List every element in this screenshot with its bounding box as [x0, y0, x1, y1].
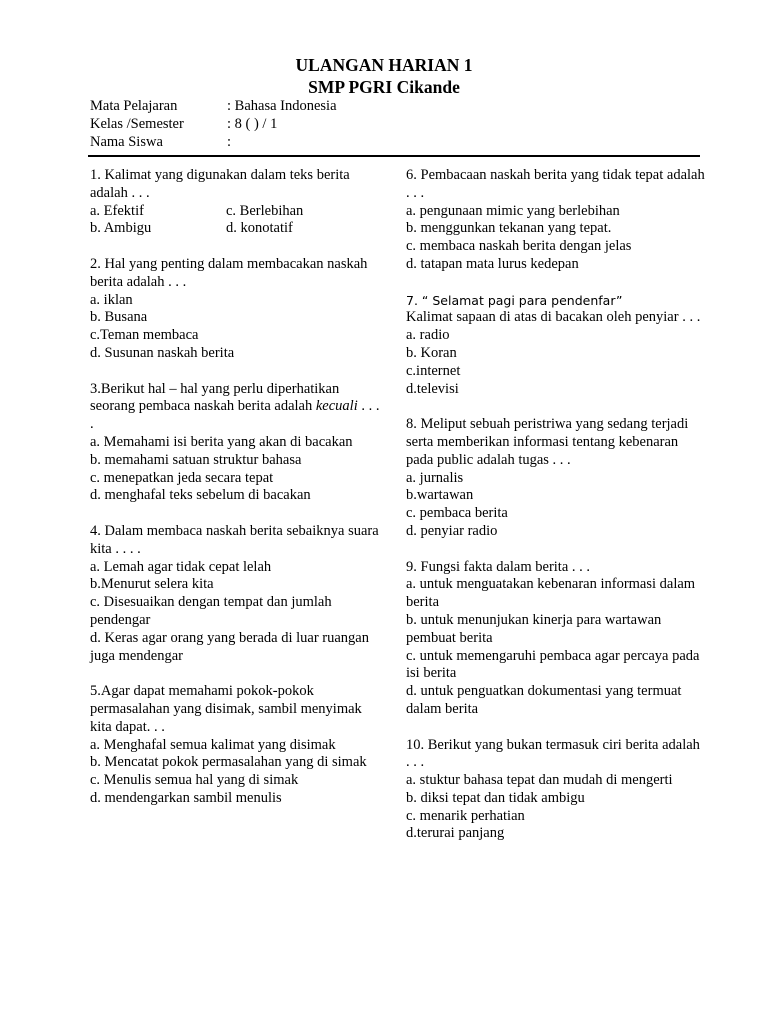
left-column: [90, 167, 380, 825]
question-stem: 9. Fungsi fakta dalam berita . . .: [406, 558, 591, 575]
info-label: Nama Siswa: [90, 134, 163, 150]
option-c: c. untuk memengaruhi pembaca agar percaya pada isi berita: [406, 647, 700, 682]
option-d: d.televisi: [406, 380, 459, 397]
option-c: c. membaca naskah berita dengan jelas: [406, 238, 632, 255]
info-value: : Bahasa Indonesia: [227, 98, 337, 114]
right-column: [406, 167, 706, 861]
question-8: [406, 416, 706, 541]
option-row: [90, 220, 380, 238]
option-b: b. Mencatat pokok permasalahan yang di simak: [90, 754, 367, 771]
stem-emphasis: kecuali: [315, 398, 358, 415]
question-stem: 5.Agar dapat memahami pokok-pokok permasalahan yang disimak, sambil menyimak kita dapat. . .: [90, 683, 362, 735]
exam-title: ULANGAN HARIAN 1: [295, 55, 473, 75]
info-value: : 8 ( ) / 1: [227, 116, 278, 132]
option-c: c. pembaca berita: [406, 505, 508, 522]
option-d: d. Keras agar orang yang berada di luar ruangan juga mendengar: [90, 629, 369, 664]
question-stem: Kalimat sapaan di atas di bacakan oleh penyiar . . .: [406, 309, 701, 326]
option-b: b.wartawan: [406, 487, 474, 504]
option-a: a. Menghafal semua kalimat yang disimak: [90, 736, 336, 753]
option-b: b. Koran: [406, 344, 457, 361]
question-1: [90, 167, 380, 238]
option-row: [90, 203, 380, 221]
question-3: [90, 381, 380, 506]
option-b: b. diksi tepat dan tidak ambigu: [406, 789, 585, 806]
option-b: b. Busana: [90, 309, 148, 326]
option-c: c. menarik perhatian: [406, 807, 525, 824]
option-b: b. Ambigu: [90, 220, 152, 237]
header-divider: [88, 155, 700, 157]
option-d: d. mendengarkan sambil menulis: [90, 789, 282, 806]
question-7: [406, 292, 706, 399]
info-row-subject: [90, 97, 337, 115]
option-a: a. Memahami isi berita yang akan di bacakan: [90, 433, 353, 450]
question-5: [90, 683, 380, 808]
option-b: b. untuk menunjukan kinerja para wartawan pembuat berita: [406, 611, 662, 646]
question-10: [406, 737, 706, 844]
stem-end: . . . .: [90, 398, 380, 433]
question-2: [90, 256, 380, 363]
question-9: [406, 559, 706, 719]
info-row-class: [90, 115, 337, 133]
question-stem: 4. Dalam membaca naskah berita sebaiknya suara kita . . . .: [90, 522, 379, 557]
option-c: c.Teman membaca: [90, 327, 199, 344]
option-d: d. konotatif: [226, 220, 293, 237]
info-label: Kelas /Semester: [90, 116, 184, 132]
question-stem: 10. Berikut yang bukan termasuk ciri berita adalah . . .: [406, 736, 700, 771]
question-stem: 6. Pembacaan naskah berita yang tidak tepat adalah . . .: [406, 167, 705, 201]
option-d: d. tatapan mata lurus kedepan: [406, 255, 579, 272]
option-d: d. untuk penguatkan dokumentasi yang termuat dalam berita: [406, 683, 682, 717]
option-d: d. penyiar radio: [406, 522, 498, 539]
question-quote: 7. “ Selamat pagi para pendenfar”: [406, 292, 623, 308]
question-stem: 2. Hal yang penting dalam membacakan naskah berita adalah . . .: [90, 255, 368, 290]
option-a: a. iklan: [90, 291, 133, 308]
option-c: c. menepatkan jeda secara tepat: [90, 469, 274, 486]
student-info: [90, 97, 337, 151]
option-b: b.Menurut selera kita: [90, 576, 214, 593]
option-c: c. Berlebihan: [226, 202, 304, 219]
option-a: a. pengunaan mimic yang berlebihan: [406, 202, 620, 219]
option-b: b. memahami satuan struktur bahasa: [90, 451, 302, 468]
option-d: d.terurai panjang: [406, 825, 505, 842]
option-a: a. stuktur bahasa tepat dan mudah di mengerti: [406, 772, 673, 789]
option-a: a. jurnalis: [406, 469, 464, 486]
question-stem: 8. Meliput sebuah peristriwa yang sedang terjadi serta memberikan informasi tentang kebenaran pada public adalah tugas . . .: [406, 416, 689, 468]
option-b: b. menggunkan tekanan yang tepat.: [406, 220, 612, 237]
option-a: a. untuk menguatakan kebenaran informasi dalam berita: [406, 576, 696, 611]
info-row-name: [90, 133, 337, 151]
stem-text: 3.Berikut hal – hal yang perlu diperhatikan seorang pembaca naskah berita adalah: [90, 380, 340, 415]
info-value: :: [227, 134, 232, 150]
option-c: c.internet: [406, 362, 461, 379]
option-d: d. menghafal teks sebelum di bacakan: [90, 487, 311, 504]
question-4: [90, 523, 380, 665]
question-stem: 1. Kalimat yang digunakan dalam teks berita adalah . . .: [90, 167, 350, 201]
question-stem: [90, 381, 380, 434]
option-a: a. Efektif: [90, 202, 144, 219]
option-d: d. Susunan naskah berita: [90, 344, 235, 361]
question-6: [406, 167, 706, 274]
info-label: Mata Pelajaran: [90, 98, 178, 114]
option-a: a. Lemah agar tidak cepat lelah: [90, 558, 272, 575]
school-name: SMP PGRI Cikande: [308, 77, 460, 97]
option-c: c. Disesuaikan dengan tempat dan jumlah pendengar: [90, 594, 332, 628]
option-a: a. radio: [406, 327, 450, 344]
option-c: c. Menulis semua hal yang di simak: [90, 772, 299, 789]
